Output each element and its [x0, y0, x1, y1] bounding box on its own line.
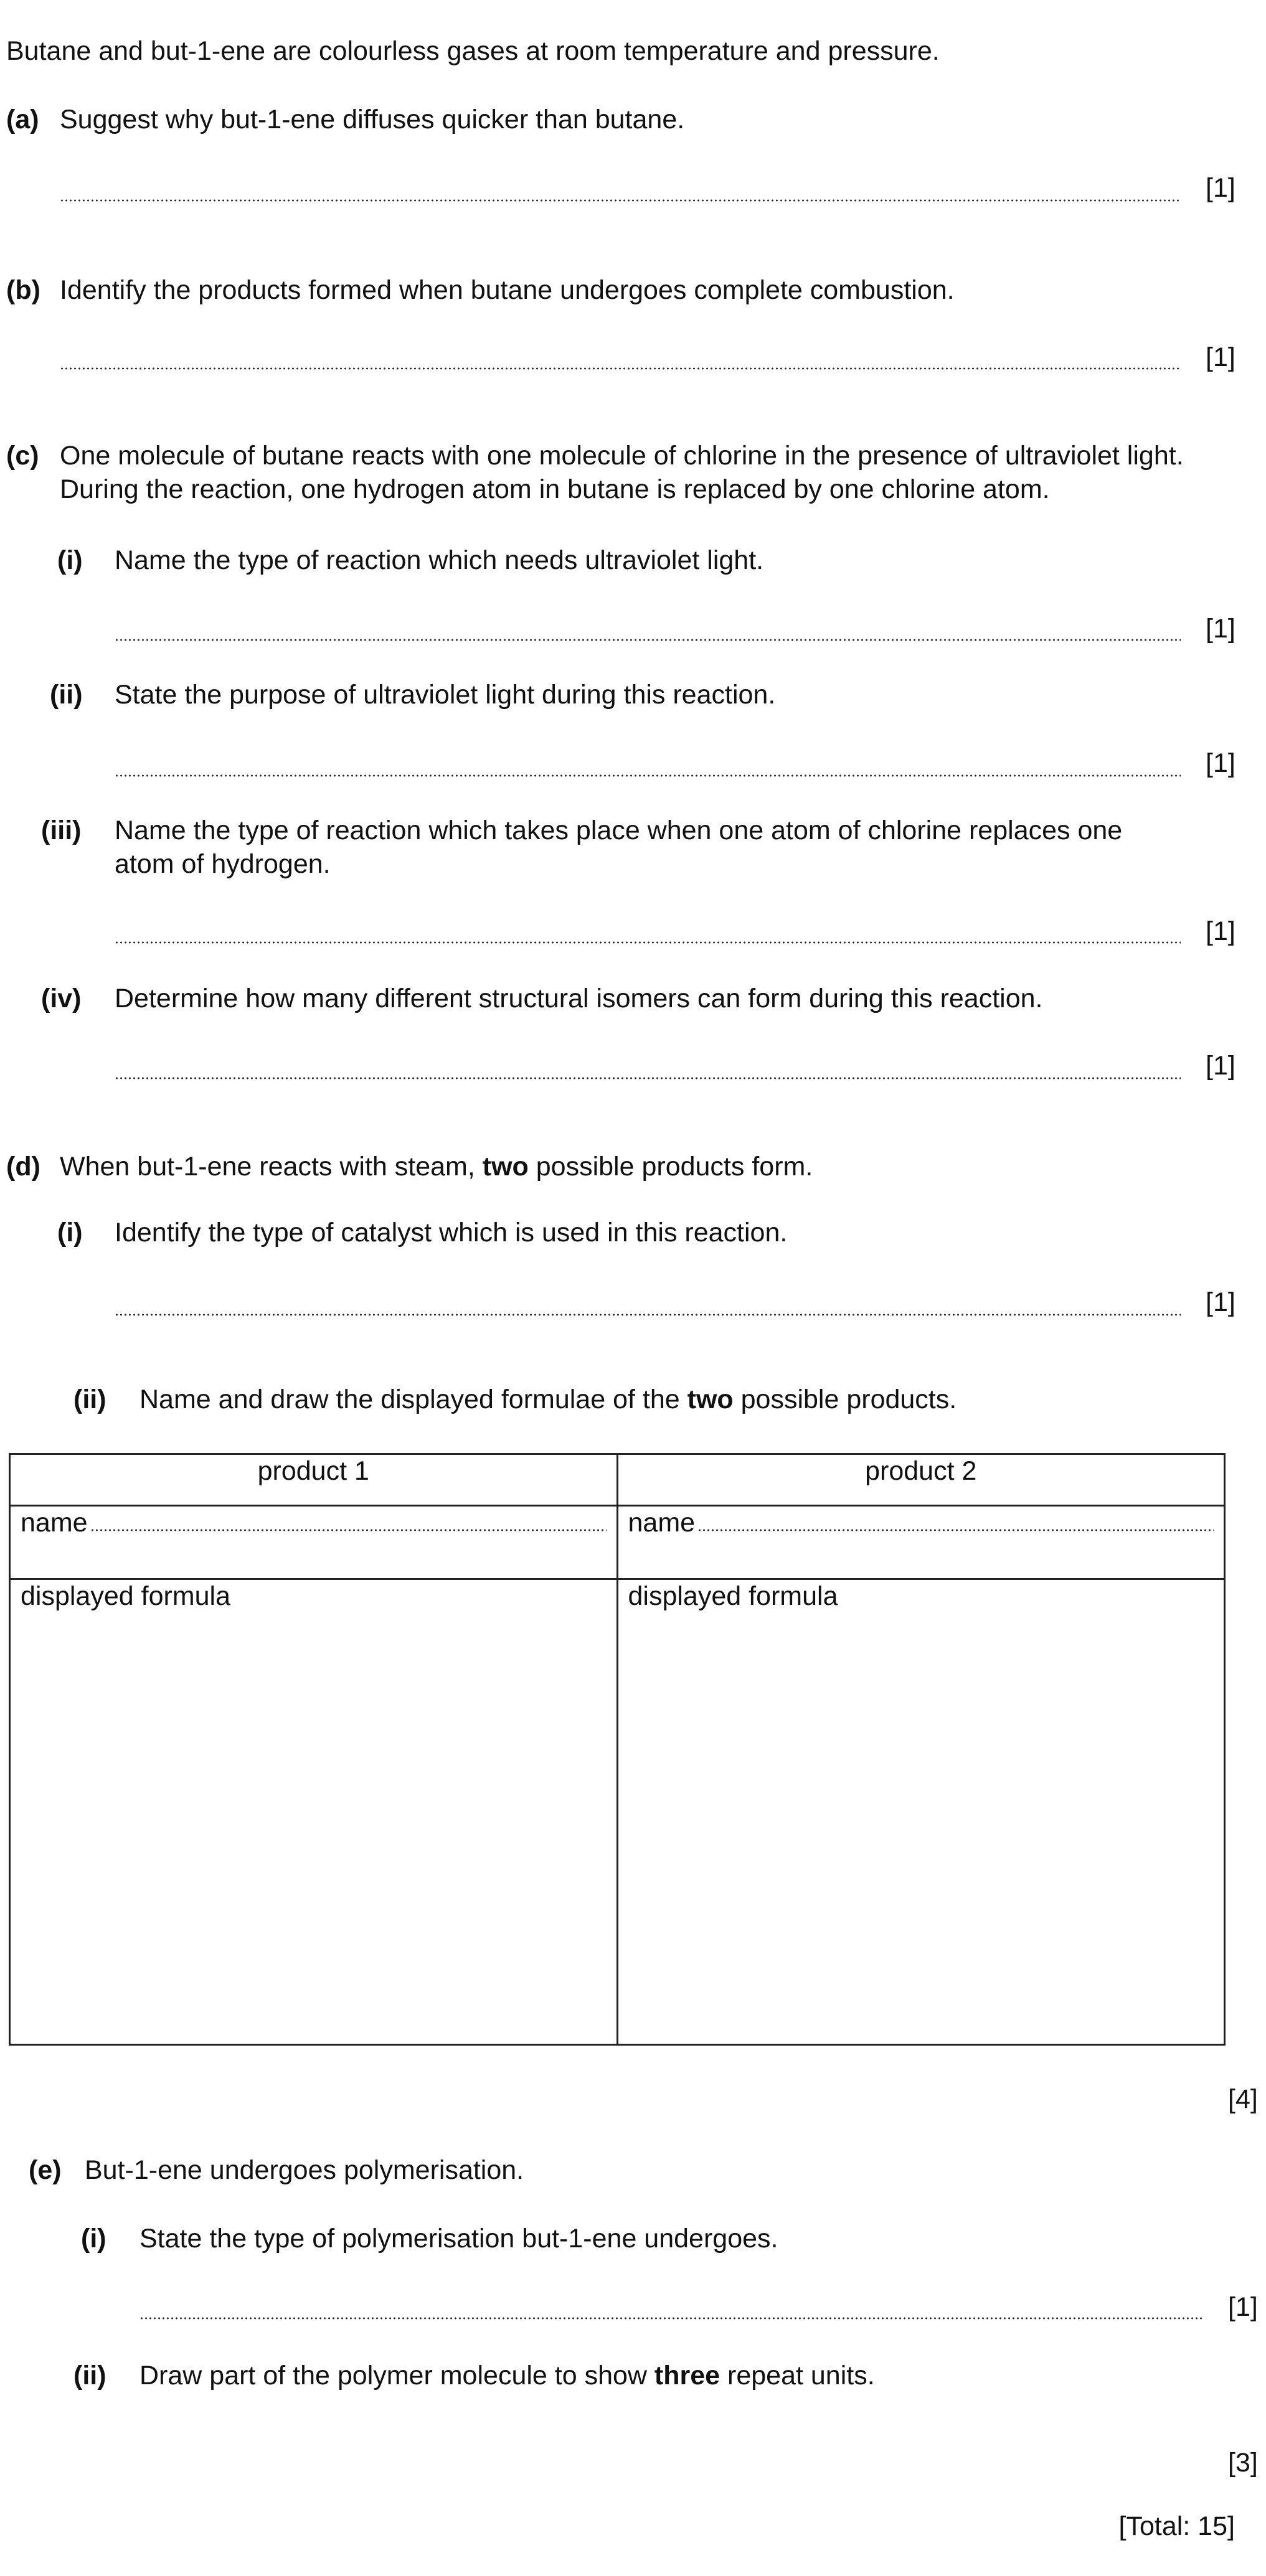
- part-e-i-mark: [1]: [1228, 2292, 1258, 2322]
- part-e-ii-text-bold: three: [654, 2361, 720, 2390]
- part-c-i-label: (i): [57, 545, 83, 575]
- part-d-i-answer-line[interactable]: [115, 1314, 1181, 1316]
- part-e-i-question: State the type of polymerisation but-1-ene undergoes.: [139, 2224, 778, 2254]
- part-c-ii-answer-line[interactable]: [115, 774, 1181, 777]
- part-a-mark: [1]: [1206, 173, 1235, 203]
- part-d-label: (d): [6, 1152, 40, 1182]
- part-e-ii-mark: [3]: [1228, 2448, 1258, 2478]
- part-d-text-after: possible products form.: [528, 1152, 813, 1182]
- part-c-iii-answer-line[interactable]: [115, 941, 1181, 944]
- part-a-answer-line[interactable]: [60, 199, 1181, 202]
- part-a-question: Suggest why but-1-ene diffuses quicker than butane.: [60, 105, 685, 134]
- part-d-i-label: (i): [57, 1218, 83, 1248]
- products-table: [9, 1453, 1226, 2046]
- part-e-text: But-1-ene undergoes polymerisation.: [85, 2155, 524, 2185]
- part-b-label: (b): [6, 275, 40, 305]
- part-c-ii-mark: [1]: [1206, 748, 1235, 778]
- product-1-header: product 1: [10, 1454, 618, 1506]
- part-c-ii-question: State the purpose of ultraviolet light during this reaction.: [115, 680, 776, 710]
- part-d-ii-mark: [4]: [1228, 2084, 1258, 2114]
- product-1-formula-label: displayed formula: [21, 1581, 231, 1611]
- part-e-label: (e): [29, 2155, 62, 2185]
- part-b-answer-line[interactable]: [60, 367, 1181, 370]
- products-table-header-row: [10, 1454, 1225, 1506]
- product-2-name-answer-line[interactable]: [697, 1529, 1214, 1531]
- part-e-ii-text-before: Draw part of the polymer molecule to show: [139, 2361, 654, 2390]
- part-c-i-answer-line[interactable]: [115, 639, 1181, 641]
- part-c-iv-answer-line[interactable]: [115, 1077, 1181, 1079]
- part-b-question: Identify the products formed when butane undergoes complete combustion.: [60, 275, 955, 305]
- products-table-name-row: [10, 1506, 1225, 1579]
- products-table-formula-row: [10, 1579, 1225, 2045]
- part-d-i-question: Identify the type of catalyst which is used in this reaction.: [115, 1218, 788, 1248]
- part-c-text-line2: During the reaction, one hydrogen atom in butane is replaced by one chlorine atom.: [60, 474, 1050, 504]
- part-e-i-answer-line[interactable]: [139, 2317, 1204, 2320]
- part-c-iv-label: (iv): [41, 984, 82, 1013]
- product-1-name-label: name: [21, 1508, 88, 1538]
- part-d-i-mark: [1]: [1206, 1287, 1235, 1317]
- intro-text: Butane and but-1-ene are colourless gases at room temperature and pressure.: [6, 36, 940, 66]
- part-c-iv-question: Determine how many different structural isomers can form during this reaction.: [115, 984, 1043, 1013]
- part-e-ii-text-after: repeat units.: [720, 2361, 875, 2390]
- part-e-i-label: (i): [81, 2224, 106, 2254]
- part-c-i-question: Name the type of reaction which needs ultraviolet light.: [115, 545, 764, 575]
- part-c-iv-mark: [1]: [1206, 1051, 1235, 1081]
- product-2-name-label: name: [628, 1508, 696, 1538]
- product-2-formula-label: displayed formula: [628, 1581, 838, 1611]
- part-c-text-line1: One molecule of butane reacts with one molecule of chlorine in the presence of ultraviolet light.: [60, 441, 1184, 471]
- part-c-iii-question-line1: Name the type of reaction which takes place when one atom of chlorine replaces one: [115, 816, 1123, 845]
- product-1-formula-cell[interactable]: [10, 1579, 618, 2045]
- product-2-name-cell[interactable]: [617, 1506, 1225, 1579]
- part-d-ii-text-bold: two: [687, 1384, 734, 1414]
- product-1-name-answer-line[interactable]: [90, 1529, 607, 1531]
- part-d-text-bold: two: [482, 1152, 529, 1182]
- part-d-ii-text-after: possible products.: [733, 1384, 957, 1414]
- part-c-label: (c): [6, 441, 39, 471]
- total-mark: [Total: 15]: [1118, 2511, 1235, 2541]
- part-d-ii-text: [139, 1383, 957, 1417]
- product-2-formula-cell[interactable]: [617, 1579, 1225, 2045]
- product-1-name-cell[interactable]: [10, 1506, 618, 1579]
- part-c-ii-label: (ii): [50, 680, 83, 710]
- part-d-text: [60, 1150, 813, 1184]
- part-e-ii-text: [139, 2359, 875, 2393]
- part-c-i-mark: [1]: [1206, 614, 1235, 644]
- part-d-ii-text-before: Name and draw the displayed formulae of the: [139, 1384, 687, 1414]
- part-e-ii-label: (ii): [73, 2361, 106, 2390]
- part-c-iii-question-line2: atom of hydrogen.: [115, 849, 331, 879]
- part-b-mark: [1]: [1206, 342, 1235, 372]
- part-c-iii-mark: [1]: [1206, 916, 1235, 946]
- part-d-ii-label: (ii): [73, 1384, 106, 1414]
- product-2-header: product 2: [617, 1454, 1225, 1506]
- part-c-iii-label: (iii): [41, 816, 82, 845]
- part-d-text-before: When but-1-ene reacts with steam,: [60, 1152, 483, 1182]
- part-a-label: (a): [6, 105, 39, 134]
